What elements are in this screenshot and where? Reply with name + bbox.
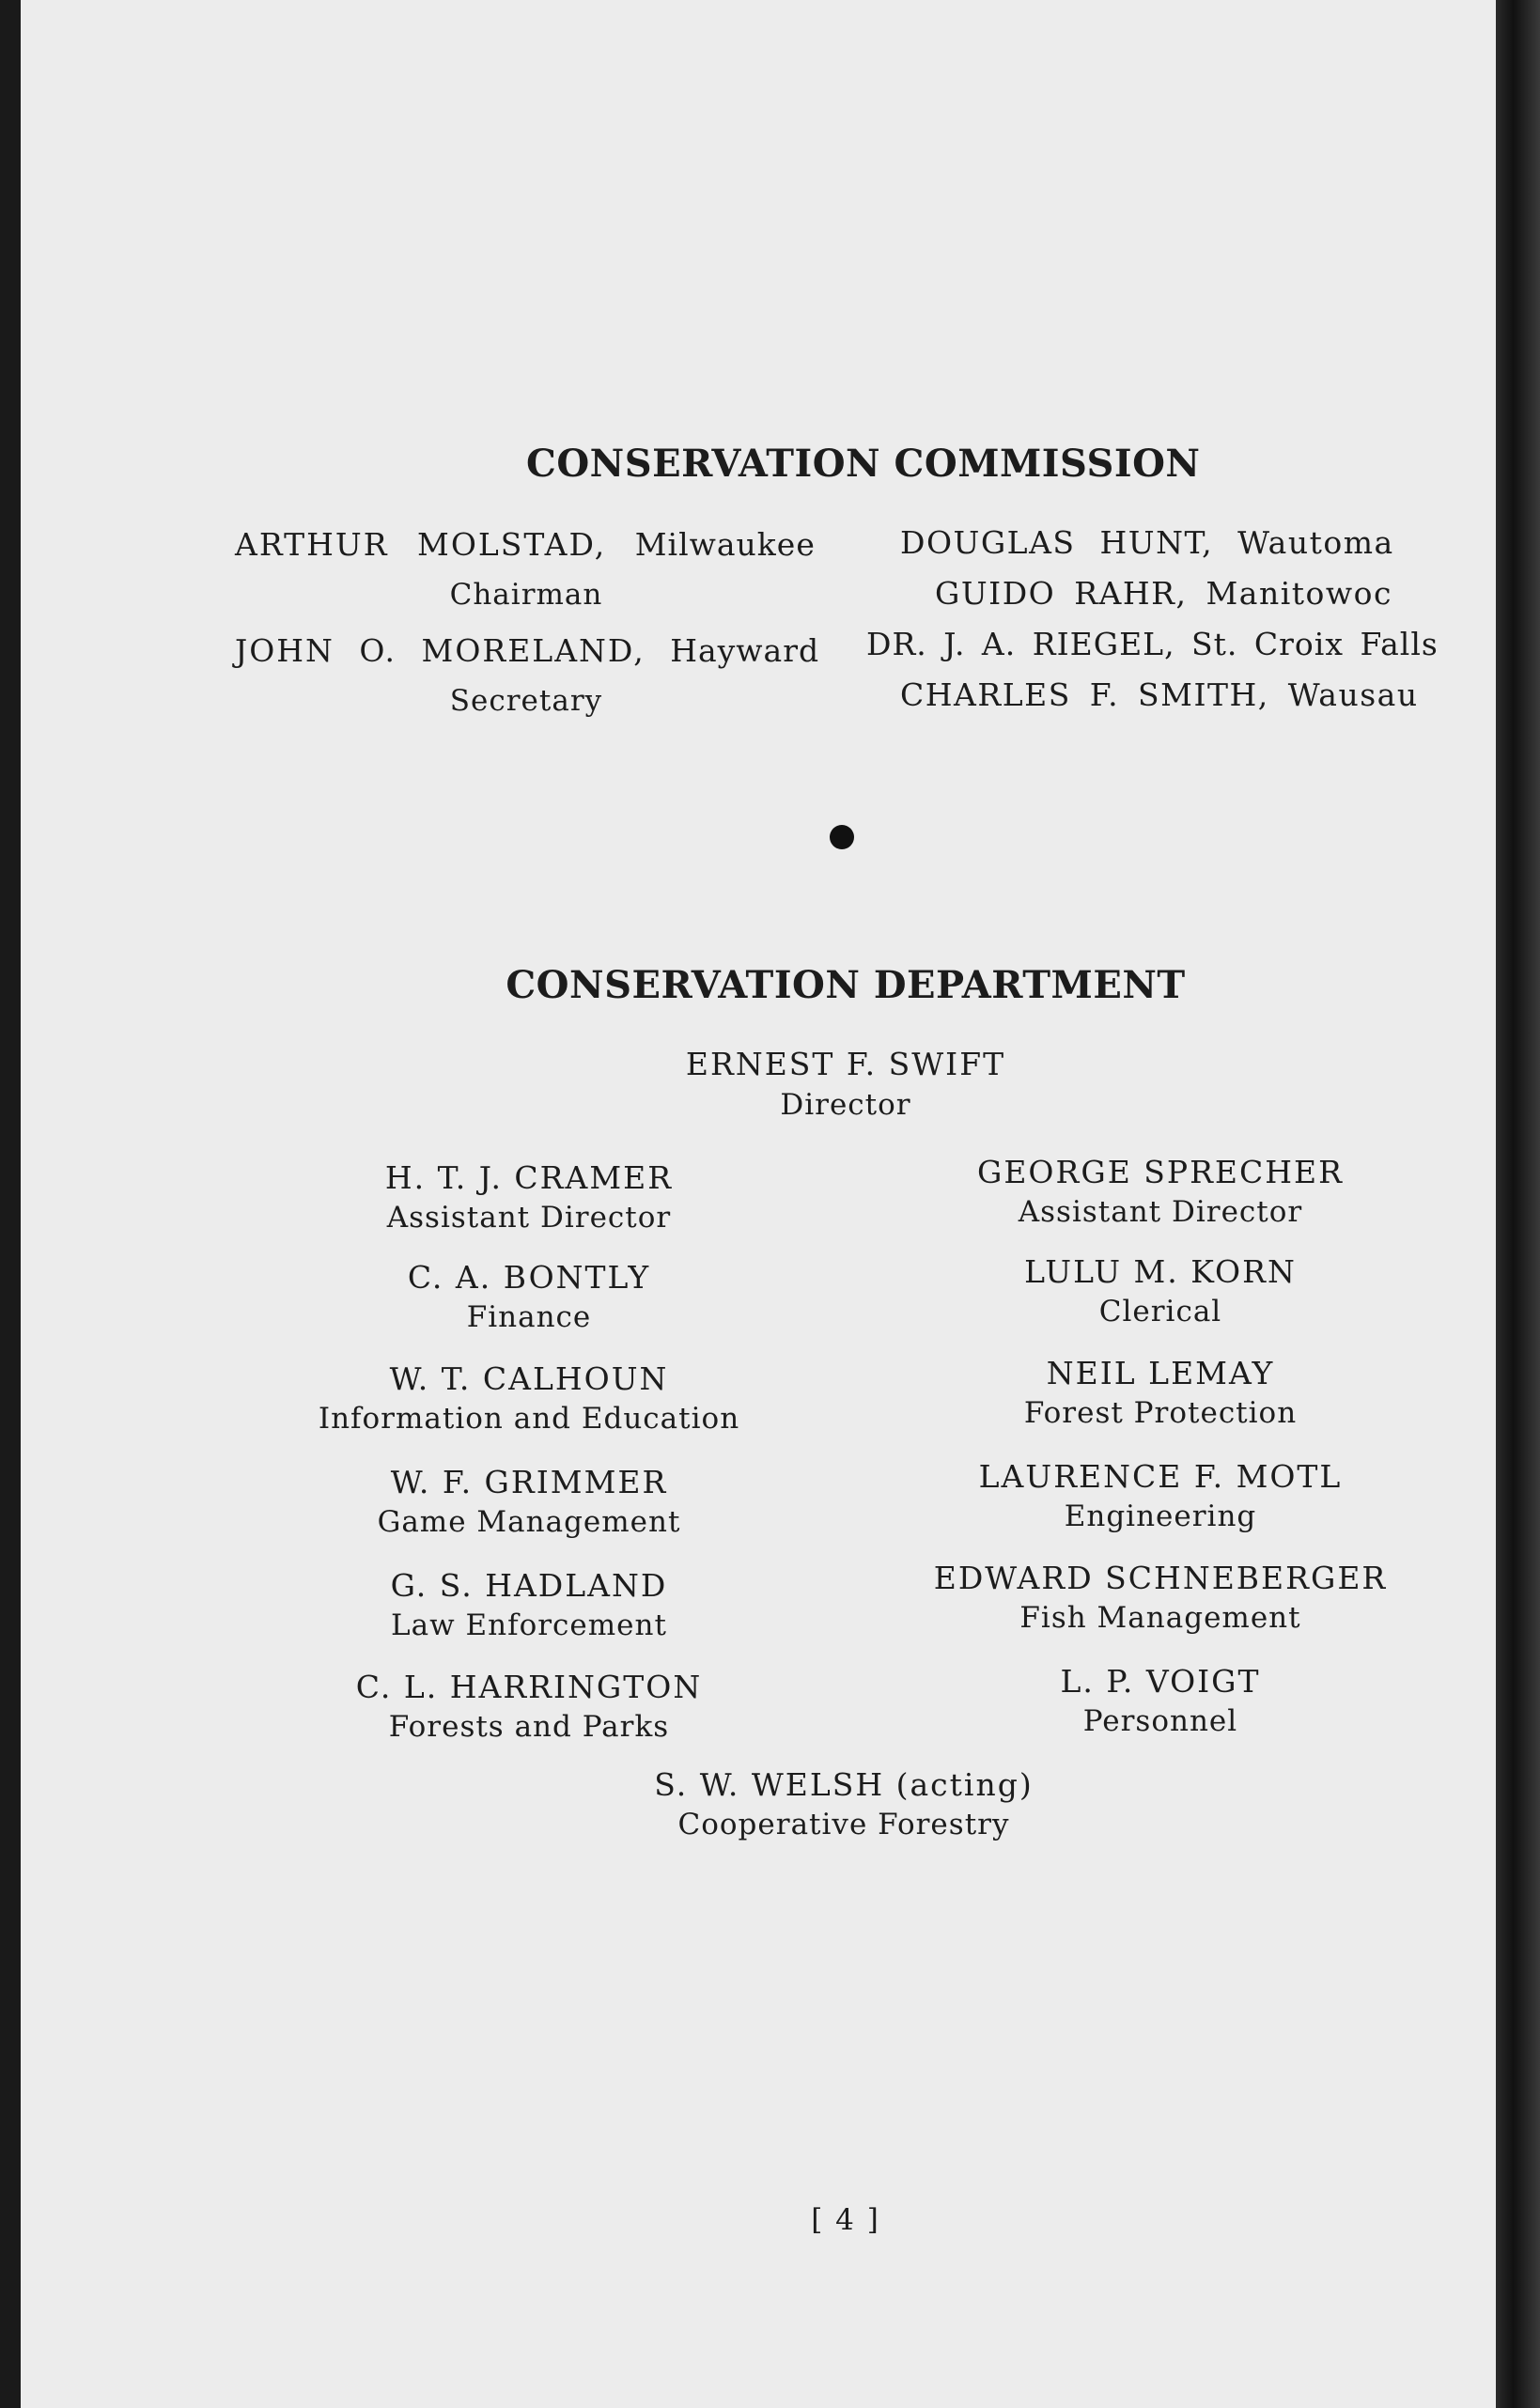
commission-member-role: Chairman: [449, 578, 603, 612]
staff-role: Personnel: [1082, 1704, 1238, 1738]
staff-name: W. T. CALHOUN: [389, 1360, 669, 1397]
commission-member-right: CHARLES F. SMITH, Wausau: [900, 676, 1419, 713]
staff-name: S. W. WELSH (acting): [654, 1766, 1034, 1803]
page-edge-shadow: [1496, 0, 1540, 2408]
department-heading: CONSERVATION DEPARTMENT: [506, 963, 1186, 1007]
staff-name: NEIL LEMAY: [1046, 1355, 1275, 1391]
commission-member-right: GUIDO RAHR, Manitowoc: [935, 575, 1392, 612]
member-name-text: ARTHUR MOLSTAD,: [235, 526, 607, 563]
staff-role: Game Management: [377, 1505, 681, 1539]
staff-name: LAURENCE F. MOTL: [978, 1458, 1343, 1495]
staff-role: Fish Management: [1019, 1601, 1301, 1635]
staff-role: Forests and Parks: [388, 1710, 670, 1744]
section-separator-bullet: [830, 825, 854, 849]
commission-heading: CONSERVATION COMMISSION: [526, 442, 1201, 486]
staff-role: Assistant Director: [386, 1201, 672, 1235]
commission-member-right: DOUGLAS HUNT, Wautoma: [900, 524, 1394, 561]
commission-member-role: Secretary: [449, 684, 603, 718]
staff-role: Cooperative Forestry: [677, 1808, 1010, 1841]
staff-name: W. F. GRIMMER: [390, 1464, 668, 1500]
director-role: Director: [780, 1088, 911, 1122]
commission-member-name: [235, 526, 827, 563]
member-name-text: JOHN O. MORELAND,: [235, 632, 646, 669]
director-name: ERNEST F. SWIFT: [685, 1046, 1006, 1082]
member-place-text: Milwaukee: [634, 526, 816, 563]
staff-name: GEORGE SPRECHER: [976, 1154, 1344, 1190]
staff-role: Forest Protection: [1023, 1396, 1298, 1430]
staff-name: G. S. HADLAND: [390, 1567, 668, 1604]
staff-role: Information and Education: [318, 1402, 740, 1436]
staff-role: Law Enforcement: [391, 1608, 667, 1642]
commission-member-right: DR. J. A. RIEGEL, St. Croix Falls: [866, 626, 1439, 662]
staff-name: LULU M. KORN: [1024, 1253, 1297, 1290]
staff-role: Assistant Director: [1018, 1195, 1303, 1229]
staff-role: Finance: [466, 1300, 592, 1334]
member-place-text: Hayward: [670, 632, 820, 669]
staff-role: Engineering: [1064, 1499, 1257, 1533]
staff-name: H. T. J. CRAMER: [384, 1159, 674, 1196]
commission-member-name: [235, 632, 827, 669]
page-number: [ 4 ]: [811, 2203, 880, 2237]
staff-name: L. P. VOIGT: [1060, 1663, 1261, 1700]
staff-name: C. L. HARRINGTON: [355, 1669, 703, 1705]
staff-role: Clerical: [1098, 1295, 1222, 1328]
staff-name: EDWARD SCHNEBERGER: [933, 1560, 1388, 1596]
staff-name: C. A. BONTLY: [407, 1259, 651, 1296]
